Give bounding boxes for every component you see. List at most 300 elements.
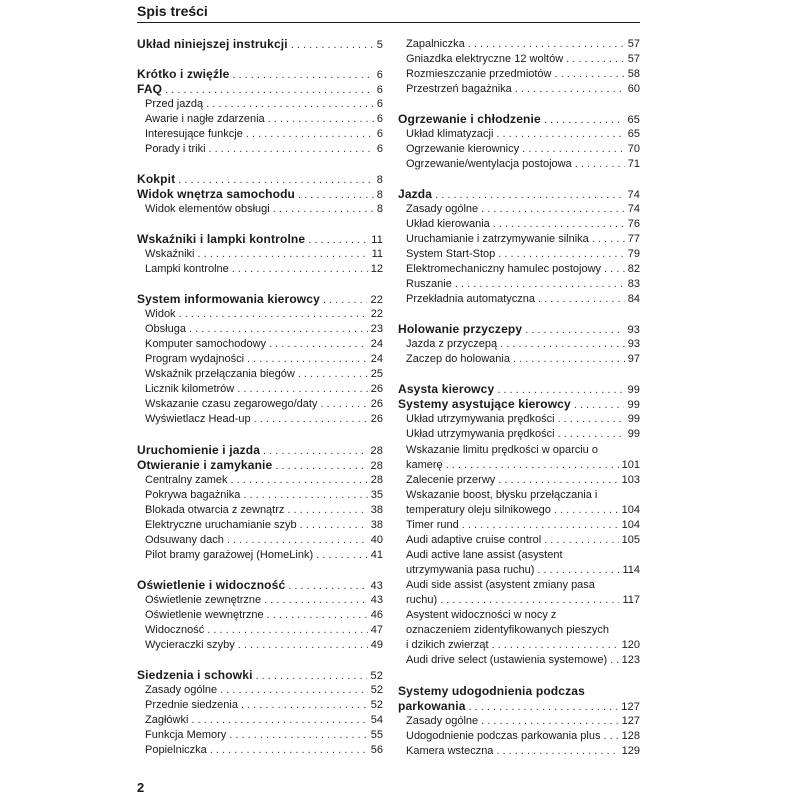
toc-section-entry <box>137 37 383 52</box>
toc-section-entry <box>137 443 383 458</box>
toc-entry-page: 43 <box>370 594 383 606</box>
toc-entry-page: 93 <box>627 324 640 336</box>
dot-leader <box>603 729 618 744</box>
toc-section-entry <box>398 699 640 714</box>
toc-entry-label: Widok elementów obsługi <box>145 203 270 215</box>
toc-entry-label: System Start-Stop <box>406 248 496 260</box>
dot-leader <box>210 743 368 758</box>
dot-leader <box>538 292 625 307</box>
toc-entry-label: Widok wnętrza samochodu <box>137 187 296 201</box>
toc-entry <box>145 638 383 653</box>
dot-leader <box>179 307 368 322</box>
toc-entry-label: Blokada otwarcia z zewnątrz <box>145 504 285 516</box>
toc-entry-page: 74 <box>627 203 640 215</box>
toc-entry-label: Holowanie przyczepy <box>398 322 523 336</box>
toc-entry-label: Uruchomienie i jazda <box>137 443 261 457</box>
toc-entry-label: Uruchamianie i zatrzymywanie silnika <box>406 233 589 245</box>
toc-entry-label: Gniazdka elektryczne 12 woltów <box>406 53 564 65</box>
toc-entry-page: 104 <box>621 519 640 531</box>
toc-entry <box>145 412 383 427</box>
dot-leader <box>492 638 619 653</box>
toc-entry <box>145 97 383 112</box>
toc-entry <box>145 503 383 518</box>
toc-entry-label: utrzymywania pasa ruchu) <box>406 564 535 576</box>
toc-entry-label: Rozmieszczanie przedmiotów <box>406 68 552 80</box>
toc-entry <box>145 382 383 397</box>
toc-entry-page: 52 <box>370 684 383 696</box>
toc-entry-label: Jazda <box>398 187 433 201</box>
dot-leader <box>610 653 619 668</box>
dot-leader <box>320 397 367 412</box>
toc-entry-label: Asystent widoczności w nocy z <box>406 609 557 621</box>
toc-entry-label: Wskazanie czasu zegarowego/daty <box>145 398 318 410</box>
toc-entry-label: Układ kierowania <box>406 218 490 230</box>
toc-entry-label: Pokrywa bagażnika <box>145 489 241 501</box>
toc-entry-label: Audi side assist (asystent zmiany pasa <box>406 579 595 591</box>
dot-leader <box>275 459 367 473</box>
toc-entry <box>145 352 383 367</box>
toc-entry-label: Pilot bramy garażowej (HomeLink) <box>145 549 314 561</box>
toc-entry-page: 22 <box>370 308 383 320</box>
toc-section-entry <box>137 578 383 593</box>
toc-entry-page: 74 <box>627 189 640 201</box>
dot-leader <box>493 217 625 232</box>
dot-leader <box>435 188 624 202</box>
toc-entry <box>406 427 640 442</box>
dot-leader <box>513 352 625 367</box>
toc-entry-label: oznaczeniem zidentyfikowanych pieszych <box>406 624 609 636</box>
toc-entry <box>406 729 640 744</box>
toc-entry-page: 11 <box>371 234 383 246</box>
toc-entry-label: Krótko i zwięźle <box>137 67 230 81</box>
toc-entry <box>406 503 640 518</box>
toc-entry-page: 8 <box>376 203 383 215</box>
toc-entry-label: Wskaźnik przełączania biegów <box>145 368 295 380</box>
toc-entry-page: 52 <box>370 670 383 682</box>
toc-entry-label: Przekładnia automatyczna <box>406 293 536 305</box>
dot-leader <box>574 398 625 412</box>
toc-entry <box>406 82 640 97</box>
toc-entry-label: Otwieranie i zamykanie <box>137 458 273 472</box>
toc-entry <box>406 458 640 473</box>
toc-entry-page: 117 <box>622 594 640 606</box>
toc-entry <box>406 443 640 458</box>
toc-entry-label: Kokpit <box>137 172 176 186</box>
dot-leader <box>189 322 368 337</box>
toc-entry-page: 76 <box>627 218 640 230</box>
toc-section-entry <box>137 668 383 683</box>
toc-entry-page: 82 <box>627 263 640 275</box>
toc-entry-label: Oświetlenie wewnętrzne <box>145 609 264 621</box>
toc-entry-page: 93 <box>627 338 640 350</box>
toc-entry-label: Wycieraczki szyby <box>145 639 235 651</box>
toc-entry-label: Układ utrzymywania prędkości <box>406 428 555 440</box>
toc-entry-page: 83 <box>627 278 640 290</box>
dot-leader <box>178 173 373 187</box>
toc-entry-label: Timer rund <box>406 519 459 531</box>
toc-entry-label: Funkcja Memory <box>145 729 227 741</box>
toc-entry-page: 58 <box>627 68 640 80</box>
dot-leader <box>469 700 619 714</box>
toc-entry-label: FAQ <box>137 82 163 96</box>
toc-section-entry <box>137 187 383 202</box>
toc-entry <box>145 367 383 382</box>
dot-leader <box>515 82 625 97</box>
dot-leader <box>323 293 368 307</box>
dot-leader <box>237 382 368 397</box>
toc-entry-label: Audi active lane assist (asystent <box>406 549 563 561</box>
dot-leader <box>592 232 625 247</box>
dot-leader <box>232 68 373 82</box>
toc-entry <box>406 352 640 367</box>
dot-leader <box>243 488 367 503</box>
toc-entry-page: 12 <box>370 263 383 275</box>
toc-entry-label: Oświetlenie zewnętrzne <box>145 594 262 606</box>
toc-entry <box>145 728 383 743</box>
toc-entry-page: 6 <box>376 128 383 140</box>
toc-entry-label: Interesujące funkcje <box>145 128 243 140</box>
dot-leader <box>227 533 368 548</box>
toc-entry <box>406 744 640 759</box>
toc-entry-page: 127 <box>621 701 640 713</box>
toc-entry-page: 105 <box>621 534 640 546</box>
dot-leader <box>496 744 618 759</box>
toc-entry-label: Awarie i nagłe zdarzenia <box>145 113 265 125</box>
toc-entry-page: 123 <box>621 654 640 666</box>
toc-entry-label: temperatury oleju silnikowego <box>406 504 551 516</box>
toc-entry-label: Wskazanie limitu prędkości w oparciu o <box>406 444 598 456</box>
dot-leader <box>497 383 624 397</box>
toc-entry-label: Przednie siedzenia <box>145 699 238 711</box>
toc-entry-page: 24 <box>370 338 383 350</box>
toc-entry-page: 35 <box>370 489 383 501</box>
toc-entry <box>406 202 640 217</box>
dot-leader <box>220 683 368 698</box>
toc-entry-label: Przestrzeń bagażnika <box>406 83 512 95</box>
toc-entry-page: 70 <box>627 143 640 155</box>
dot-leader <box>316 548 368 563</box>
toc-entry-page: 24 <box>370 353 383 365</box>
toc-entry <box>406 337 640 352</box>
toc-entry-page: 28 <box>370 460 383 472</box>
dot-leader <box>300 518 368 533</box>
toc-entry-label: Asysta kierowcy <box>398 382 495 396</box>
dot-leader <box>308 233 368 247</box>
toc-entry-label: Centralny zamek <box>145 474 228 486</box>
toc-entry-page: 6 <box>376 84 383 96</box>
dot-leader <box>263 444 367 458</box>
toc-entry-page: 6 <box>376 143 383 155</box>
dot-leader <box>238 638 368 653</box>
toc-section-entry <box>137 67 383 82</box>
dot-leader <box>496 127 624 142</box>
dot-leader <box>481 202 625 217</box>
dot-leader <box>288 579 367 593</box>
toc-section-entry <box>137 82 383 97</box>
toc-entry-page: 8 <box>376 189 383 201</box>
toc-entry-label: Wyświetlacz Head-up <box>145 413 251 425</box>
toc-entry <box>145 683 383 698</box>
toc-entry-label: Program wydajności <box>145 353 245 365</box>
toc-entry-label: Ogrzewanie kierownicy <box>406 143 520 155</box>
dot-leader <box>254 412 368 427</box>
toc-section-entry <box>137 458 383 473</box>
page-number: 2 <box>137 780 145 795</box>
toc-entry <box>406 127 640 142</box>
dot-leader <box>273 202 374 217</box>
toc-entry-label: System informowania kierowcy <box>137 292 320 306</box>
toc-entry <box>145 262 383 277</box>
toc-entry-page: 40 <box>370 534 383 546</box>
toc-entry-label: Odsuwany dach <box>145 534 224 546</box>
toc-entry <box>406 518 640 533</box>
toc-entry-page: 79 <box>627 248 640 260</box>
toc-entry <box>145 698 383 713</box>
toc-entry-label: Ogrzewanie i chłodzenie <box>398 112 541 126</box>
toc-entry-label: Zasady ogólne <box>406 715 479 727</box>
toc-entry-label: Zalecenie przerwy <box>406 474 496 486</box>
toc-entry-page: 57 <box>627 53 640 65</box>
toc-entry-label: Zapalniczka <box>406 38 465 50</box>
toc-entry <box>406 623 640 638</box>
toc-entry-page: 26 <box>370 383 383 395</box>
dot-leader <box>209 142 374 157</box>
toc-entry-label: Systemy udogodnienia podczas <box>398 684 585 698</box>
dot-leader <box>544 533 619 548</box>
toc-entry <box>145 112 383 127</box>
toc-entry-page: 65 <box>627 128 640 140</box>
toc-entry-label: parkowania <box>398 699 466 713</box>
dot-leader <box>555 67 625 82</box>
dot-leader <box>287 503 367 518</box>
toc-entry-page: 43 <box>370 580 383 592</box>
toc-entry <box>145 548 383 563</box>
toc-entry-page: 52 <box>370 699 383 711</box>
toc-entry <box>406 578 640 593</box>
dot-leader <box>462 518 619 533</box>
dot-leader <box>246 127 374 142</box>
toc-entry-label: Zagłówki <box>145 714 189 726</box>
dot-leader <box>604 262 625 277</box>
toc-entry-label: Porady i triki <box>145 143 206 155</box>
toc-entry-label: Układ klimatyzacji <box>406 128 494 140</box>
toc-entry-label: Zaczep do holowania <box>406 353 510 365</box>
toc-entry-page: 99 <box>627 399 640 411</box>
toc-entry-page: 65 <box>627 114 640 126</box>
toc-entry-label: Udogodnienie podczas parkowania plus <box>406 730 601 742</box>
toc-entry <box>145 533 383 548</box>
toc-entry-label: Oświetlenie i widoczność <box>137 578 286 592</box>
toc-entry-page: 60 <box>627 83 640 95</box>
toc-entry-label: Przed jazdą <box>145 98 204 110</box>
dot-leader <box>468 37 625 52</box>
toc-entry <box>145 202 383 217</box>
toc-entry <box>406 548 640 563</box>
toc-entry <box>145 473 383 488</box>
toc-entry <box>406 638 640 653</box>
toc-entry <box>145 623 383 638</box>
dot-leader <box>525 323 624 337</box>
toc-entry-page: 104 <box>621 504 640 516</box>
toc-entry-page: 47 <box>370 624 383 636</box>
toc-entry <box>406 563 640 578</box>
toc-entry-page: 84 <box>627 293 640 305</box>
toc-entry-label: Wskaźniki i lampki kontrolne <box>137 232 306 246</box>
toc-entry <box>406 67 640 82</box>
toc-entry <box>406 37 640 52</box>
toc-entry-page: 8 <box>376 174 383 186</box>
dot-leader <box>440 593 619 608</box>
dot-leader <box>267 608 368 623</box>
dot-leader <box>575 157 625 172</box>
dot-leader <box>554 503 619 518</box>
toc-entry-label: Obsługa <box>145 323 186 335</box>
toc-entry <box>406 593 640 608</box>
dot-leader <box>191 713 367 728</box>
toc-entry-label: Popielniczka <box>145 744 207 756</box>
toc-section-entry <box>398 382 640 397</box>
toc-entry <box>406 52 640 67</box>
toc-section-entry <box>398 187 640 202</box>
header-rule <box>137 22 640 23</box>
toc-entry-page: 38 <box>370 504 383 516</box>
dot-leader <box>558 427 625 442</box>
toc-entry <box>406 217 640 232</box>
toc-entry-page: 6 <box>376 98 383 110</box>
toc-entry <box>406 473 640 488</box>
toc-entry <box>145 322 383 337</box>
toc-entry <box>145 593 383 608</box>
dot-leader <box>446 458 619 473</box>
toc-entry <box>406 412 640 427</box>
toc-entry <box>145 608 383 623</box>
toc-entry-page: 57 <box>627 38 640 50</box>
toc-entry-label: Wskazanie boost, błysku przełączania i <box>406 489 598 501</box>
toc-entry-label: Wskaźniki <box>145 248 195 260</box>
dot-leader <box>232 262 368 277</box>
toc-entry-label: Systemy asystujące kierowcy <box>398 397 571 411</box>
toc-entry-page: 28 <box>370 474 383 486</box>
toc-section-entry <box>137 172 383 187</box>
dot-leader <box>544 113 625 127</box>
toc-entry-label: Komputer samochodowy <box>145 338 267 350</box>
dot-leader <box>291 38 374 52</box>
dot-leader <box>264 593 368 608</box>
dot-leader <box>498 247 624 262</box>
toc-entry-label: Jazda z przyczepą <box>406 338 498 350</box>
toc-entry-label: ruchu) <box>406 594 438 606</box>
dot-leader <box>198 247 369 262</box>
page-title: Spis treści <box>137 3 208 19</box>
dot-leader <box>537 563 619 578</box>
toc-entry-label: Audi adaptive cruise control <box>406 534 542 546</box>
toc-entry-label: Elektryczne uruchamianie szyb <box>145 519 297 531</box>
toc-section-entry <box>398 684 640 699</box>
toc-entry-page: 6 <box>376 113 383 125</box>
toc-entry-page: 46 <box>370 609 383 621</box>
toc-entry-page: 26 <box>370 398 383 410</box>
toc-entry <box>145 713 383 728</box>
toc-entry <box>406 714 640 729</box>
toc-entry <box>145 142 383 157</box>
dot-leader <box>241 698 368 713</box>
dot-leader <box>229 728 367 743</box>
dot-leader <box>231 473 368 488</box>
toc-entry-page: 99 <box>627 428 640 440</box>
dot-leader <box>522 142 625 157</box>
dot-leader <box>269 337 368 352</box>
toc-entry <box>406 533 640 548</box>
dot-leader <box>298 367 368 382</box>
toc-section-entry <box>398 112 640 127</box>
toc-entry-page: 11 <box>371 248 383 260</box>
toc-entry <box>406 292 640 307</box>
toc-entry-page: 23 <box>370 323 383 335</box>
toc-entry <box>406 247 640 262</box>
toc-entry-page: 120 <box>621 639 640 651</box>
toc-entry <box>145 518 383 533</box>
toc-entry-label: Układ niniejszej instrukcji <box>137 37 288 51</box>
dot-leader <box>558 412 625 427</box>
toc-entry-page: 56 <box>370 744 383 756</box>
dot-leader <box>268 112 374 127</box>
toc-entry-label: Widoczność <box>145 624 205 636</box>
toc-section-entry <box>137 232 383 247</box>
toc-entry <box>145 247 383 262</box>
toc-entry-label: Lampki kontrolne <box>145 263 229 275</box>
toc-entry <box>406 262 640 277</box>
toc-section-entry <box>137 292 383 307</box>
toc-section-entry <box>398 397 640 412</box>
toc-entry-page: 41 <box>370 549 383 561</box>
dot-leader <box>256 669 368 683</box>
toc-entry <box>145 397 383 412</box>
toc-entry-label: Widok <box>145 308 176 320</box>
toc-entry-label: Zasady ogólne <box>406 203 479 215</box>
toc-entry-label: kamerę <box>406 459 443 471</box>
toc-entry <box>406 157 640 172</box>
toc-entry-label: Kamera wsteczna <box>406 745 494 757</box>
dot-leader <box>498 473 618 488</box>
toc-entry-page: 77 <box>627 233 640 245</box>
dot-leader <box>566 52 625 67</box>
toc-section-entry <box>398 322 640 337</box>
dot-leader <box>500 337 625 352</box>
toc-entry <box>406 277 640 292</box>
toc-entry-page: 5 <box>376 39 383 51</box>
dot-leader <box>165 83 374 97</box>
toc-entry <box>145 488 383 503</box>
toc-entry-page: 28 <box>370 445 383 457</box>
toc-entry-label: Siedzenia i schowki <box>137 668 253 682</box>
toc-entry <box>145 307 383 322</box>
dot-leader <box>481 714 618 729</box>
toc-entry-page: 38 <box>370 519 383 531</box>
toc-entry-page: 55 <box>370 729 383 741</box>
toc-entry-page: 99 <box>627 413 640 425</box>
toc-entry-page: 129 <box>621 745 640 757</box>
toc-entry <box>145 127 383 142</box>
dot-leader <box>207 623 367 638</box>
toc-entry-page: 49 <box>370 639 383 651</box>
toc-entry-page: 128 <box>621 730 640 742</box>
toc-entry-page: 97 <box>627 353 640 365</box>
toc-entry-label: i dzikich zwierząt <box>406 639 489 651</box>
toc-entry-page: 22 <box>370 294 383 306</box>
toc-entry-label: Licznik kilometrów <box>145 383 235 395</box>
toc-entry-page: 25 <box>370 368 383 380</box>
toc-entry <box>406 142 640 157</box>
